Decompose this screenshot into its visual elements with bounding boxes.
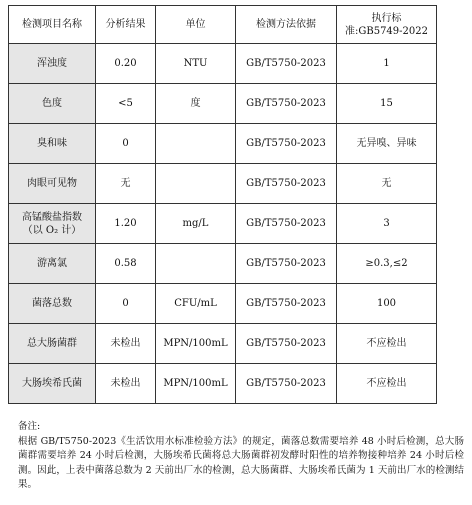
row-item: 总大肠菌群 bbox=[9, 324, 96, 364]
row-result: 0 bbox=[96, 284, 156, 324]
row-unit: CFU/mL bbox=[156, 284, 236, 324]
header-method: 检测方法依据 bbox=[236, 6, 337, 44]
row-item: 浑浊度 bbox=[9, 44, 96, 84]
row-unit bbox=[156, 244, 236, 284]
row-unit: MPN/100mL bbox=[156, 364, 236, 404]
row-result: 无 bbox=[96, 164, 156, 204]
header-result: 分析结果 bbox=[96, 6, 156, 44]
row-standard: 不应检出 bbox=[337, 364, 437, 404]
row-standard: 100 bbox=[337, 284, 437, 324]
table-row bbox=[9, 124, 437, 164]
row-method: GB/T5750-2023 bbox=[236, 164, 337, 204]
table-row bbox=[9, 364, 437, 404]
row-item-sub: （以 O₂ 计） bbox=[22, 224, 82, 236]
row-item bbox=[9, 204, 96, 244]
row-unit bbox=[156, 164, 236, 204]
row-method: GB/T5750-2023 bbox=[236, 44, 337, 84]
row-standard: 无 bbox=[337, 164, 437, 204]
row-result: 0.20 bbox=[96, 44, 156, 84]
row-result: <5 bbox=[96, 84, 156, 124]
notes-title: 备注: bbox=[18, 421, 41, 432]
row-unit: mg/L bbox=[156, 204, 236, 244]
table-row bbox=[9, 244, 437, 284]
table-row bbox=[9, 44, 437, 84]
row-standard: 3 bbox=[337, 204, 437, 244]
row-method: GB/T5750-2023 bbox=[236, 84, 337, 124]
row-result: 未检出 bbox=[96, 324, 156, 364]
row-item: 臭和味 bbox=[9, 124, 96, 164]
table-row bbox=[9, 164, 437, 204]
row-unit: NTU bbox=[156, 44, 236, 84]
table-row bbox=[9, 324, 437, 364]
row-result: 未检出 bbox=[96, 364, 156, 404]
row-method: GB/T5750-2023 bbox=[236, 284, 337, 324]
table-header-row bbox=[9, 6, 437, 44]
row-method: GB/T5750-2023 bbox=[236, 324, 337, 364]
row-result: 1.20 bbox=[96, 204, 156, 244]
row-method: GB/T5750-2023 bbox=[236, 204, 337, 244]
row-unit: 度 bbox=[156, 84, 236, 124]
row-method: GB/T5750-2023 bbox=[236, 244, 337, 284]
notes-section bbox=[18, 420, 464, 493]
row-result: 0 bbox=[96, 124, 156, 164]
header-item-name: 检测项目名称 bbox=[9, 6, 96, 44]
water-quality-table bbox=[8, 5, 437, 404]
header-unit: 单位 bbox=[156, 6, 236, 44]
table-row bbox=[9, 284, 437, 324]
table-row bbox=[9, 204, 437, 244]
row-item: 大肠埃希氏菌 bbox=[9, 364, 96, 404]
row-standard: 不应检出 bbox=[337, 324, 437, 364]
row-method: GB/T5750-2023 bbox=[236, 124, 337, 164]
row-unit bbox=[156, 124, 236, 164]
header-standard-line1: 执行标 bbox=[371, 12, 402, 24]
row-standard: 15 bbox=[337, 84, 437, 124]
row-item: 色度 bbox=[9, 84, 96, 124]
table-row bbox=[9, 84, 437, 124]
row-standard: 无异嗅、异味 bbox=[337, 124, 437, 164]
row-item-main: 高锰酸盐指数 bbox=[22, 211, 82, 223]
row-standard: ≥0.3,≤2 bbox=[337, 244, 437, 284]
notes-body: 根据 GB/T5750-2023《生活饮用水标准检验方法》的规定，菌落总数需要培养 48 小时后检测，总大肠菌群需要培养 24 小时后检测，大肠埃希氏菌将总大肠菌群初发酵时阳性的培养物接种培养 24 小时后检测。因此，上表中菌落总数为 2 天前出厂水的检测，总大肠菌群、大肠埃希氏菌为 1 天前出厂水的检测结果。 bbox=[18, 435, 464, 490]
header-standard-line2: 准:GB5749-2022 bbox=[345, 25, 428, 37]
header-standard bbox=[337, 6, 437, 44]
row-standard: 1 bbox=[337, 44, 437, 84]
row-item: 肉眼可见物 bbox=[9, 164, 96, 204]
row-unit: MPN/100mL bbox=[156, 324, 236, 364]
row-result: 0.58 bbox=[96, 244, 156, 284]
row-item: 菌落总数 bbox=[9, 284, 96, 324]
row-item: 游离氯 bbox=[9, 244, 96, 284]
row-method: GB/T5750-2023 bbox=[236, 364, 337, 404]
